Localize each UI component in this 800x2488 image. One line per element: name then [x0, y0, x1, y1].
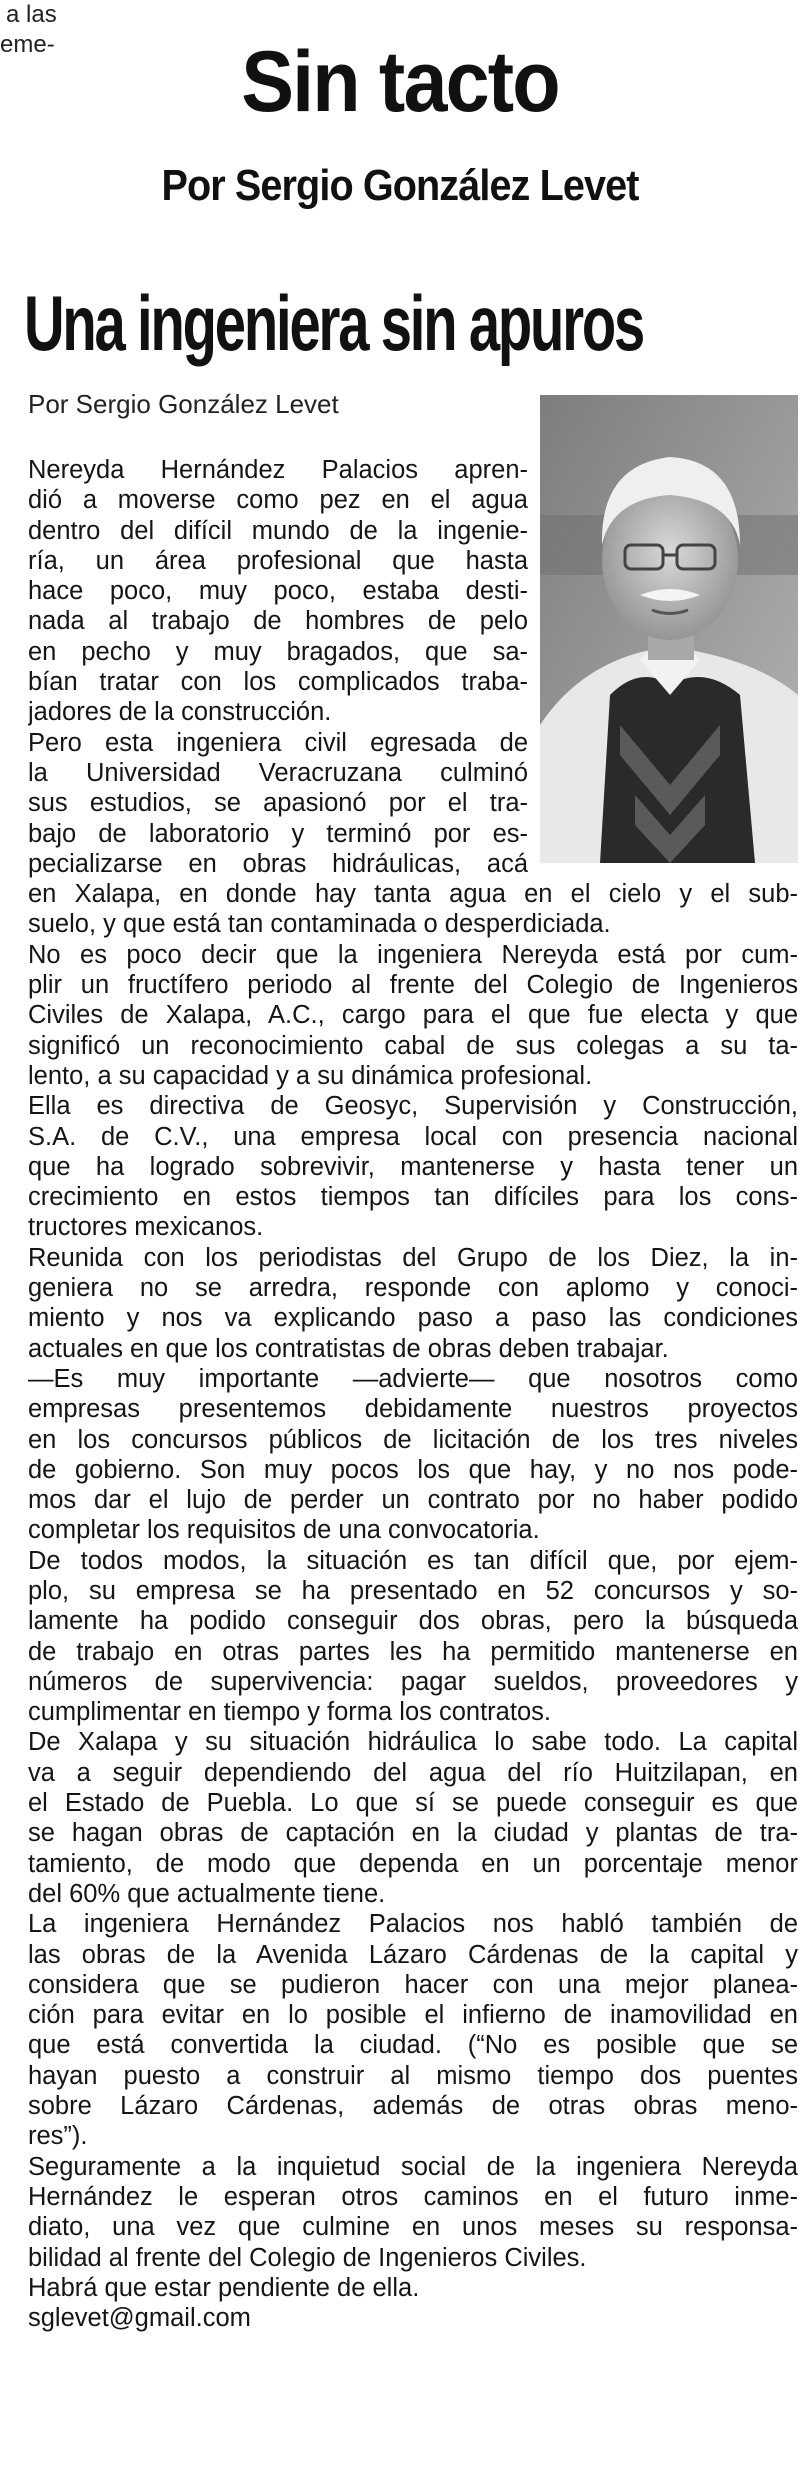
article-line: De todos modos, la situación es tan difícil que, por ejem- [28, 1546, 798, 1575]
article-line: las obras de la Avenida Lázaro Cárdenas de la capital y [28, 1940, 798, 1969]
article-line: S.A. de C.V., una empresa local con presencia nacional [28, 1122, 798, 1151]
article-line: De Xalapa y su situación hidráulica lo sabe todo. La capital [28, 1728, 798, 1757]
fragment-line: eme- [0, 31, 55, 58]
article-line: bajo de laboratorio y terminó por es- [28, 819, 528, 848]
article-line: actuales en que los contratistas de obras deben trabajar. [28, 1334, 669, 1363]
article-line: La ingeniera Hernández Palacios nos habló también de [28, 1910, 798, 1939]
article-line: miento y nos va explicando paso a paso las condiciones [28, 1304, 798, 1333]
article-line: dió a moverse como pez en el agua [28, 486, 528, 515]
article-headline: Una ingeniera sin apuros [24, 279, 644, 367]
article-line: significó un reconocimiento cabal de sus colegas a su ta- [28, 1031, 798, 1060]
article-line: lento, a su capacidad y a su dinámica profesional. [28, 1061, 593, 1090]
article-line: crecimiento en estos tiempos tan difíciles para los cons- [28, 1183, 798, 1212]
article-line: completar los requisitos de una convocatoria. [28, 1516, 540, 1545]
article-line: en Xalapa, en donde hay tanta agua en el cielo y el sub- [28, 880, 798, 909]
article-line: tructores mexicanos. [28, 1213, 264, 1242]
article-byline: Por Sergio González Levet [28, 389, 339, 419]
article-line: bían tratar con los complicados traba- [28, 668, 528, 697]
article-line: geniera no se arredra, responde con aplomo y conoci- [28, 1274, 798, 1303]
column-title: Sin tacto [241, 34, 559, 130]
article-line: empresas presentemos debidamente nuestros proyectos [28, 1395, 798, 1424]
article-line: hace poco, muy poco, estaba desti- [28, 577, 528, 606]
article-line: dentro del difícil mundo de la ingenie- [28, 516, 528, 545]
article-body [28, 455, 798, 2333]
article-line: Hernández le esperan otros caminos en el futuro inme- [28, 2182, 798, 2211]
article-line: Reunida con los periodistas del Grupo de los Diez, la in- [28, 1243, 798, 1272]
article-line: en pecho y muy bragados, que sa- [28, 637, 528, 666]
article-line: del 60% que actualmente tiene. [28, 1879, 386, 1908]
article-line: plir un fructífero periodo al frente del Colegio de Ingenieros [28, 971, 798, 1000]
article-line: Seguramente a la inquietud social de la ingeniera Nereyda [28, 2152, 798, 2181]
article-line: tamiento, de modo que dependa en un porcentaje menor [28, 1849, 798, 1878]
article-line: res”). [28, 2122, 88, 2151]
article-line: hayan puesto a construir al mismo tiempo dos puentes [28, 2061, 798, 2090]
article-line: Habrá que estar pendiente de ella. [28, 2273, 420, 2302]
column-author: Por Sergio González Levet [161, 161, 639, 210]
article-line: Ella es directiva de Geosyc, Supervisión y Construcción, [28, 1092, 798, 1121]
article-line: va a seguir dependiendo del agua del río Huitzilapan, en [28, 1758, 798, 1787]
article-line: mos dar el lujo de perder un contrato por no haber podido [28, 1486, 798, 1515]
article-line: sglevet@gmail.com [28, 2304, 251, 2333]
article-line: Nereyda Hernández Palacios apren- [28, 456, 528, 484]
article-line: ría, un área profesional que hasta [28, 546, 528, 575]
article-line: sobre Lázaro Cárdenas, además de otras obras meno- [28, 2092, 798, 2121]
article-line: diato, una vez que culmine en unos meses su responsa- [28, 2213, 798, 2242]
article-line: suelo, y que está tan contaminada o desperdiciada. [28, 910, 611, 939]
article-line: bilidad al frente del Colegio de Ingenieros Civiles. [28, 2243, 587, 2272]
article-line: de gobierno. Son muy pocos los que hay, y no nos pode- [28, 1455, 798, 1484]
article-line: el Estado de Puebla. Lo que sí se puede conseguir es que [28, 1789, 798, 1818]
article-line: que está convertida la ciudad. (“No es posible que se [28, 2031, 798, 2060]
article-line: de trabajo en otras partes les ha permitido mantenerse en [28, 1637, 798, 1666]
article-line: No es poco decir que la ingeniera Nereyda está por cum- [28, 940, 798, 969]
article-line: lamente ha podido conseguir dos obras, pero la búsqueda [28, 1607, 798, 1636]
article-line: ción para evitar en lo posible el infierno de inamovilidad en [28, 2001, 798, 2030]
article-line: jadores de la construcción. [28, 698, 332, 727]
article-line: cumplimentar en tiempo y forma los contratos. [28, 1698, 551, 1727]
article-line: en los concursos públicos de licitación de los tres niveles [28, 1425, 798, 1454]
article-line: números de supervivencia: pagar sueldos, proveedores y [28, 1667, 798, 1696]
article-line: Civiles de Xalapa, A.C., cargo para el que fue electa y que [28, 1001, 798, 1030]
article-line: —Es muy importante —advierte— que nosotros como [28, 1364, 798, 1393]
article-line: se hagan obras de captación en la ciudad y plantas de tra- [28, 1819, 798, 1848]
article-line: que ha logrado sobrevivir, mantenerse y hasta tener un [28, 1152, 798, 1181]
article-line: Pero esta ingeniera civil egresada de [28, 728, 528, 757]
article-line: la Universidad Veracruzana culminó [28, 758, 528, 787]
article-line: pecializarse en obras hidráulicas, acá [28, 849, 528, 878]
article-line: plo, su empresa se ha presentado en 52 concursos y so- [28, 1576, 798, 1605]
article-line: sus estudios, se apasionó por el tra- [28, 789, 528, 818]
article-line: nada al trabajo de hombres de pelo [28, 607, 528, 636]
article-line: considera que se pudieron hacer con una mejor planea- [28, 1970, 798, 1999]
fragment-line: a las [6, 1, 57, 28]
